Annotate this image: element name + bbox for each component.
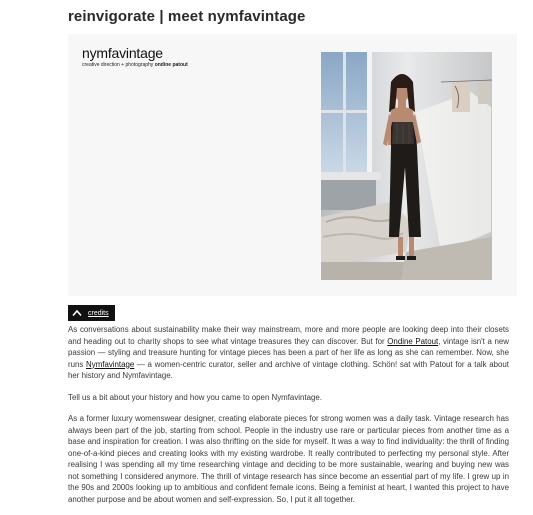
chevron-up-icon	[72, 309, 82, 317]
intro-text-b: , vintage isn't a new passion — styling and treasure hunting for vintage pieces has been a part of her life as long as she can remember. Now, she runs	[68, 336, 509, 369]
credits-toggle[interactable]	[68, 305, 115, 321]
intro-text-a: As conversations about sustainability make their way mainstream, more and more people are looking deep into their closets and heading out to charity shops to see what vintage treasures they can discover. But for	[68, 325, 509, 346]
answer-paragraph: As a former luxury womenswear designer, creating elaborate pieces for strong women was a daily task. Vintage research has always been part of the job, starting from school. People in the industry use rare or particular pieces from another time as a base and inspiration for creation. I was also thrifting on the side for myself. It was a way to find individuality: the thrill of finding one-of-a-kind pieces and creating looks with my existing wardrobe. It really contributed to perfecting my personal style. After realising I was spending all my time researching vintage and deciding to be more sustainable, wearing and buying new was not something I considered anymore. The thrill of vintage research has since become an essential part of my life. I grew up in the 90s and 2000s looking up to ambitious and confident female icons. Being a feminist at heart, I wanted this project to have another purpose and be about women and self-expression. So, I put it all together.	[68, 414, 509, 504]
nymfavintage-link[interactable]: Nymfavintage	[86, 359, 135, 369]
hero-banner	[68, 34, 517, 296]
caption-prefix: creative direction + photography	[82, 62, 155, 68]
hero-photo	[321, 52, 492, 280]
question-paragraph: Tell us a bit about your history and how you came to open Nymfavintage.	[68, 392, 322, 402]
fashion-photo-icon	[321, 52, 492, 280]
article-body	[68, 324, 509, 515]
caption-name: ondine patout	[154, 62, 188, 68]
brand-block	[82, 45, 188, 68]
page-title: reinvigorate | meet nymfavintage	[68, 8, 306, 25]
brand-caption	[82, 62, 188, 68]
credits-label: credits	[88, 309, 109, 317]
intro-text-c: — a women-centric curator, seller and archive of vintage clothing. Schön! sat with Patout for a talk about her history and Nymfavintage.	[68, 359, 509, 380]
brand-name: nymfavintage	[82, 45, 163, 61]
ondine-patout-link[interactable]: Ondine Patout	[387, 336, 439, 346]
intro-paragraph	[68, 324, 509, 382]
